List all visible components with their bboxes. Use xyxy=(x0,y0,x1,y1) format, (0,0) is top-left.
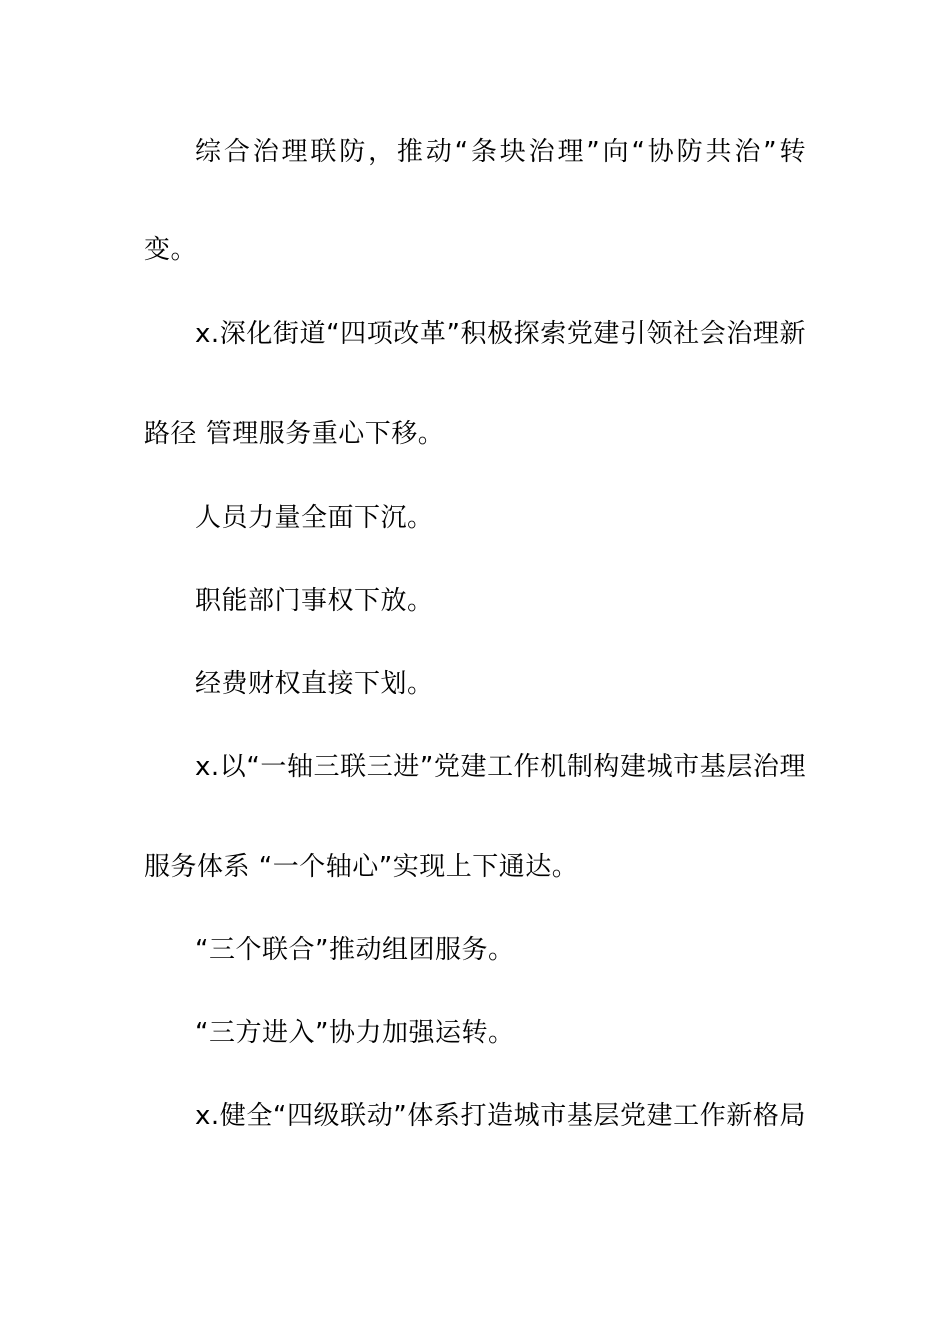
paragraph-line: “三方进入”协力加强运转。 xyxy=(195,1018,515,1048)
paragraph-line: 经费财权直接下划。 xyxy=(195,669,434,699)
paragraph-line: x.深化街道“四项改革”积极探索党建引领社会治理新 xyxy=(195,319,806,349)
paragraph-line: 服务体系 “一个轴心”实现上下通达。 xyxy=(144,852,579,882)
paragraph-line: 变。 xyxy=(144,235,198,265)
paragraph-line: x.健全“四级联动”体系打造城市基层党建工作新格局 xyxy=(195,1101,806,1131)
paragraph-line: 人员力量全面下沉。 xyxy=(195,503,434,533)
paragraph-line: 路径 管理服务重心下移。 xyxy=(144,419,445,449)
paragraph-line: 综合治理联防，推动“条块治理”向“协防共治”转 xyxy=(195,137,806,167)
paragraph-line: x.以“一轴三联三进”党建工作机制构建城市基层治理 xyxy=(195,752,806,782)
paragraph-line: 职能部门事权下放。 xyxy=(195,586,434,616)
paragraph-line: “三个联合”推动组团服务。 xyxy=(195,935,515,965)
